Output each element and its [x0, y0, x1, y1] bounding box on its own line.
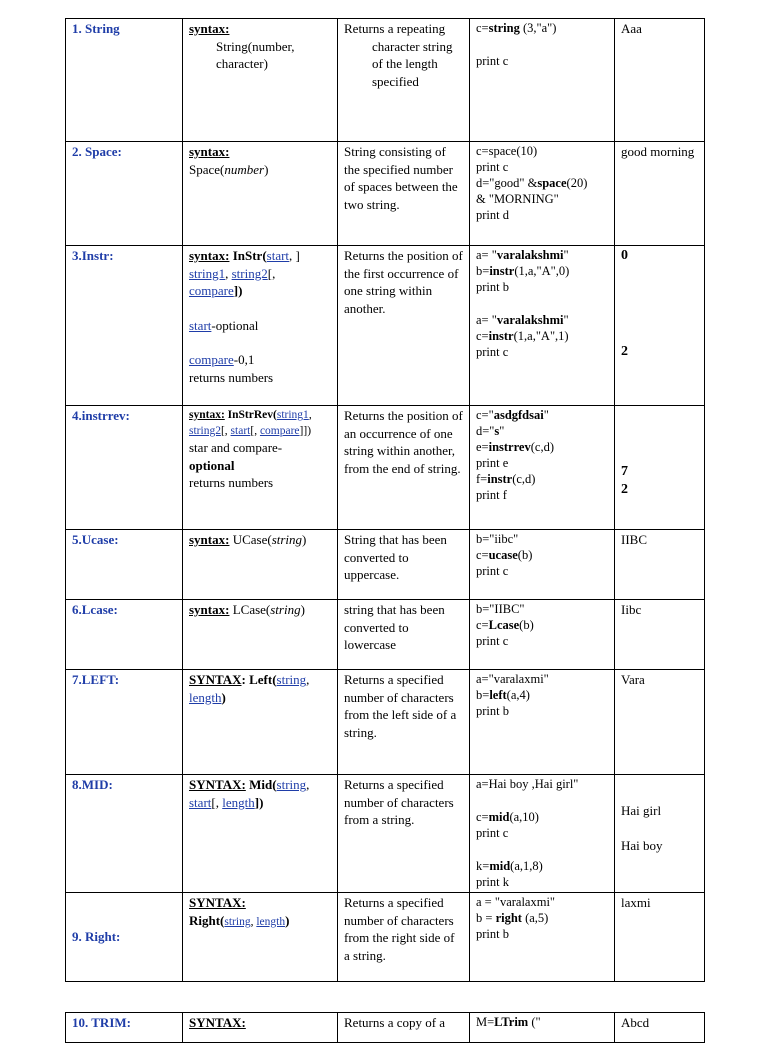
syntax-label: syntax:: [189, 21, 230, 36]
code-text: a= ": [476, 313, 497, 327]
syntax-cell: [183, 600, 338, 670]
code-text: b="IIBC": [476, 602, 525, 616]
syntax-link[interactable]: compare: [189, 283, 234, 298]
syntax-cell: [183, 406, 338, 530]
string-functions-table-continued: [65, 1012, 705, 1043]
syntax-cell: [183, 670, 338, 775]
syntax-text: ): [302, 532, 307, 547]
note-text: -0,1: [233, 352, 255, 367]
syntax-cell: [183, 19, 338, 142]
output-cell: Vara: [615, 670, 705, 775]
syntax-link[interactable]: string: [276, 672, 307, 687]
syntax-text: ,: [225, 265, 232, 281]
output-value: 2: [621, 481, 628, 497]
output-value: 0: [621, 248, 628, 263]
code-text: b=: [476, 688, 490, 702]
example-cell: [470, 406, 615, 530]
code-text: print c: [476, 634, 509, 648]
syntax-arg: number: [224, 161, 265, 177]
code-function: instrrev: [488, 440, 531, 454]
syntax-link[interactable]: compare: [189, 352, 234, 367]
syntax-text: :: [241, 672, 250, 687]
syntax-link[interactable]: length: [189, 689, 222, 705]
description-cell: Returns a specified number of characters from the right side of a string.: [338, 893, 470, 982]
description-text: Returns a repeating: [344, 21, 446, 36]
code-function: right: [495, 911, 522, 925]
syntax-link[interactable]: string: [276, 777, 307, 792]
syntax-label: SYNTAX:: [189, 777, 246, 792]
description-cell: Returns the position of an occurrence of one string within another, from the end of string.: [338, 406, 470, 530]
code-value: varalakshmi: [496, 248, 564, 262]
syntax-text: LCase(: [229, 602, 271, 617]
table-row: [66, 19, 705, 142]
syntax-label: syntax:: [189, 532, 230, 547]
code-function: ucase: [488, 548, 518, 562]
syntax-cell: [183, 530, 338, 600]
example-cell: [470, 670, 615, 775]
syntax-cell: [183, 1013, 338, 1043]
example-cell: [470, 600, 615, 670]
syntax-text: [,: [267, 265, 276, 281]
code-text: (1,a,"A",0): [514, 264, 570, 278]
syntax-link[interactable]: string1: [189, 265, 226, 281]
syntax-function: InStrRev(: [224, 409, 277, 421]
syntax-function: Left(: [249, 672, 277, 687]
code-text: ": [563, 248, 569, 262]
syntax-text: UCase(: [229, 532, 272, 547]
example-cell: [470, 530, 615, 600]
code-function: instr: [488, 329, 514, 343]
syntax-text: ,: [306, 672, 310, 687]
code-function: instr: [489, 264, 515, 278]
syntax-label: SYNTAX:: [189, 895, 246, 910]
code-text: print b: [476, 927, 509, 941]
output-value: Hai girl: [621, 803, 662, 818]
syntax-cell: [183, 893, 338, 982]
example-cell: [470, 1013, 615, 1043]
code-text: c=: [476, 810, 489, 824]
syntax-text: ): [285, 912, 290, 928]
syntax-text: [,: [220, 425, 231, 437]
code-text: (a,1,8): [510, 859, 543, 873]
code-text: c=: [476, 21, 489, 35]
syntax-function: InStr(: [229, 248, 267, 263]
code-text: & "MORNING": [476, 192, 559, 206]
syntax-link[interactable]: start: [189, 317, 212, 333]
table-row: [66, 600, 705, 670]
example-cell: [470, 893, 615, 982]
description-cell: Returns a copy of a: [338, 1013, 470, 1043]
syntax-label: SYNTAX: [189, 672, 242, 687]
code-text: f=: [476, 472, 488, 486]
code-text: c=": [476, 408, 494, 422]
code-text: (20): [566, 176, 588, 190]
code-text: print d: [476, 208, 509, 222]
syntax-label: syntax:: [189, 144, 230, 159]
code-text: (3,"a"): [519, 21, 557, 35]
function-name-cell: 8.MID:: [66, 775, 183, 893]
table-row: [66, 406, 705, 530]
code-text: b =: [476, 911, 496, 925]
code-text: M=: [476, 1015, 495, 1029]
syntax-text: ,: [306, 777, 310, 792]
code-text: k=: [476, 859, 490, 873]
function-name-cell: 10. TRIM:: [66, 1013, 183, 1043]
code-text: d="good" &: [476, 176, 538, 190]
code-text: print c: [476, 826, 509, 840]
syntax-cell: [183, 775, 338, 893]
note-text: returns numbers: [189, 369, 274, 385]
code-text: a = "varalaxmi": [476, 895, 556, 909]
string-functions-table: [65, 18, 705, 982]
code-function: mid: [489, 859, 511, 873]
syntax-text: [,: [250, 425, 260, 437]
code-text: e=: [476, 440, 489, 454]
syntax-text: String(number,: [216, 38, 295, 54]
code-function: left: [489, 688, 507, 702]
description-cell: String that has been converted to uppercase.: [338, 530, 470, 600]
code-text: ": [563, 313, 569, 327]
code-text: c=space(10): [476, 144, 538, 158]
output-cell: good morning: [615, 142, 705, 246]
code-text: ": [543, 408, 549, 422]
code-text: (a,4): [506, 688, 530, 702]
code-function: string: [488, 21, 520, 35]
code-text: print b: [476, 704, 509, 718]
syntax-function: Right(: [189, 912, 225, 928]
output-cell: laxmi: [615, 893, 705, 982]
code-text: c=: [476, 329, 489, 343]
output-cell: [615, 406, 705, 530]
output-value: 2: [621, 343, 628, 359]
table-row: [66, 670, 705, 775]
function-name-cell: 1. String: [66, 19, 183, 142]
syntax-text: ]): [233, 283, 243, 298]
code-text: print k: [476, 875, 509, 889]
code-text: a="varalaxmi": [476, 672, 549, 686]
syntax-label: syntax:: [189, 248, 230, 263]
code-function: Lcase: [488, 618, 520, 632]
syntax-link[interactable]: start: [230, 425, 251, 437]
code-text: d=": [476, 424, 495, 438]
output-value: Hai boy: [621, 837, 663, 853]
function-name-cell: 2. Space:: [66, 142, 183, 246]
code-text: (b): [519, 618, 534, 632]
code-function: instr: [487, 472, 513, 486]
function-name-cell: 3.Instr:: [66, 246, 183, 406]
table-row: [66, 1013, 705, 1043]
syntax-text: , ]: [289, 248, 300, 263]
output-cell: Iibc: [615, 600, 705, 670]
syntax-link[interactable]: start: [189, 794, 212, 810]
code-text: ": [499, 424, 505, 438]
note-text: returns numbers: [189, 475, 274, 490]
code-text: print e: [476, 456, 509, 470]
code-text: (c,d): [512, 472, 536, 486]
code-text: print f: [476, 488, 507, 502]
note-text: optional: [189, 457, 235, 473]
table-row: [66, 775, 705, 893]
syntax-link[interactable]: string2: [189, 425, 221, 437]
syntax-text: ): [221, 689, 226, 705]
function-name-cell: 7.LEFT:: [66, 670, 183, 775]
code-function: LTrim: [494, 1015, 529, 1029]
code-text: (a,5): [521, 911, 549, 925]
syntax-text: Space(: [189, 161, 225, 177]
table-row: [66, 893, 705, 982]
syntax-link[interactable]: length: [256, 915, 286, 928]
code-text: (c,d): [530, 440, 554, 454]
code-text: c=: [476, 618, 489, 632]
code-text: print c: [476, 564, 509, 578]
syntax-label: SYNTAX:: [189, 1015, 246, 1030]
syntax-link[interactable]: start: [266, 248, 290, 263]
code-text: c=: [476, 548, 489, 562]
code-text: (a,10): [509, 810, 539, 824]
code-function: mid: [488, 810, 510, 824]
function-name-cell: 4.instrrev:: [66, 406, 183, 530]
syntax-arg: string: [270, 602, 301, 617]
description-cell: [338, 19, 470, 142]
code-text: a=Hai boy ,Hai girl": [476, 777, 579, 791]
syntax-text: ): [264, 161, 269, 177]
code-text: print b: [476, 280, 509, 294]
example-cell: [470, 19, 615, 142]
code-text: b=: [476, 264, 490, 278]
code-text: print c: [476, 54, 509, 68]
description-cell: Returns a specified number of characters from the left side of a string.: [338, 670, 470, 775]
syntax-text: ,: [308, 409, 312, 421]
syntax-text: ]): [254, 794, 264, 810]
syntax-text: ]]): [299, 425, 312, 437]
output-cell: Abcd: [615, 1013, 705, 1043]
syntax-link[interactable]: compare: [259, 425, 300, 437]
syntax-cell: [183, 246, 338, 406]
code-value: asdgfdsai: [493, 408, 544, 422]
output-cell: Aaa: [615, 19, 705, 142]
syntax-label: syntax:: [189, 602, 230, 617]
table-row: [66, 142, 705, 246]
description-cell: Returns the position of the first occurrence of one string within another.: [338, 246, 470, 406]
description-cell: string that has been converted to lowercase: [338, 600, 470, 670]
syntax-text: [,: [211, 794, 223, 810]
description-cell: Returns a specified number of characters from a string.: [338, 775, 470, 893]
code-text: (b): [517, 548, 533, 562]
syntax-link[interactable]: string1: [276, 409, 309, 421]
function-name-cell: 6.Lcase:: [66, 600, 183, 670]
table-row: [66, 530, 705, 600]
code-text: (1,a,"A",1): [513, 329, 569, 343]
syntax-text: ,: [250, 915, 257, 928]
syntax-label: syntax:: [189, 409, 225, 421]
syntax-text: ): [300, 602, 305, 617]
note-text: star and compare-: [189, 440, 283, 455]
code-text: print c: [476, 160, 509, 174]
function-name-cell: 5.Ucase:: [66, 530, 183, 600]
code-text: (": [528, 1015, 541, 1029]
syntax-arg: string: [271, 532, 303, 547]
syntax-link[interactable]: string2: [231, 265, 268, 281]
syntax-link[interactable]: length: [222, 794, 255, 810]
output-cell: IIBC: [615, 530, 705, 600]
syntax-link[interactable]: string: [224, 915, 251, 928]
code-value: varalakshmi: [496, 313, 564, 327]
table-row: [66, 246, 705, 406]
syntax-text: character): [216, 56, 268, 71]
code-text: a= ": [476, 248, 497, 262]
code-text: b="iibc": [476, 532, 519, 546]
output-cell: [615, 775, 705, 893]
description-cell: String consisting of the specified number of spaces between the two string.: [338, 142, 470, 246]
code-text: print c: [476, 345, 509, 359]
output-value: 7: [621, 464, 628, 479]
example-cell: [470, 775, 615, 893]
example-cell: [470, 246, 615, 406]
code-value: s: [494, 424, 500, 438]
example-cell: [470, 142, 615, 246]
description-text: character string of the length specified: [372, 38, 453, 89]
function-name-cell: 9. Right:: [66, 893, 183, 982]
syntax-cell: [183, 142, 338, 246]
syntax-function: Mid(: [245, 777, 277, 792]
note-text: -optional: [211, 317, 259, 333]
output-cell: [615, 246, 705, 406]
code-function: space: [537, 176, 567, 190]
